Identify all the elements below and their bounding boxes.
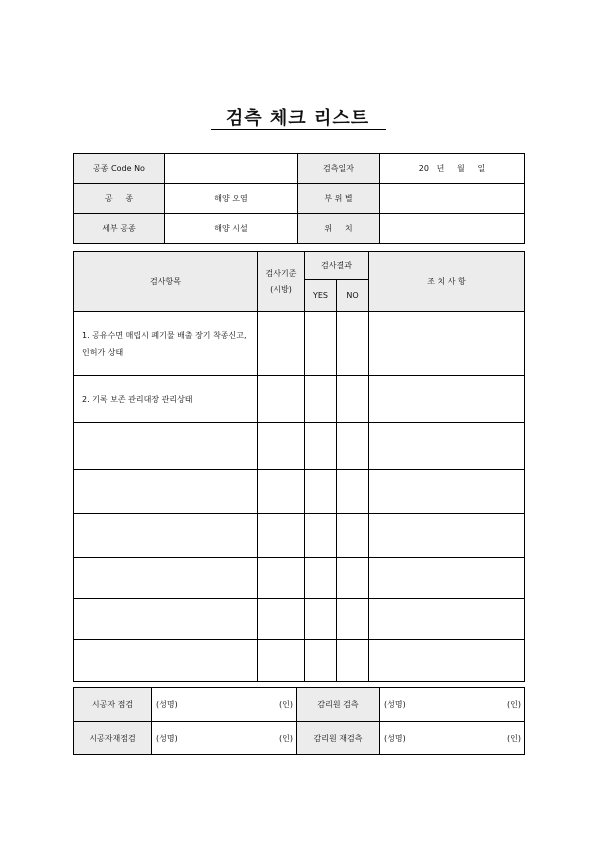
- header-action: 조 치 사 항: [369, 252, 525, 312]
- standard-cell[interactable]: [258, 376, 305, 423]
- table-row: [74, 470, 525, 514]
- no-cell[interactable]: [337, 312, 369, 376]
- no-cell[interactable]: [337, 558, 369, 599]
- standard-cell[interactable]: [258, 312, 305, 376]
- header-standard-label: 검사기준: [265, 268, 297, 278]
- action-cell[interactable]: [369, 514, 525, 558]
- detail-work-value[interactable]: 해양 시설: [165, 214, 298, 244]
- item-cell: [74, 470, 258, 514]
- title-underline: [211, 129, 386, 130]
- seal-mark: (인): [279, 733, 293, 743]
- contractor-recheck-sign[interactable]: [152, 722, 297, 755]
- item-cell: [74, 599, 258, 640]
- no-cell[interactable]: [337, 423, 369, 470]
- name-hint: (성명): [384, 733, 406, 743]
- header-standard-sub: (시방): [270, 284, 292, 294]
- work-type-value[interactable]: 해양 오염: [165, 184, 298, 214]
- yes-cell[interactable]: [305, 312, 337, 376]
- action-cell[interactable]: [369, 312, 525, 376]
- header-no: NO: [337, 280, 369, 312]
- standard-cell[interactable]: [258, 640, 305, 682]
- item-cell: 1. 공유수면 매립시 폐기물 배출 장기 착종신고, 인허가 상태: [74, 312, 258, 376]
- yes-cell[interactable]: [305, 470, 337, 514]
- name-hint: (성명): [384, 700, 406, 709]
- name-hint: (성명): [156, 733, 178, 743]
- work-type-label: 공 종: [74, 184, 165, 214]
- table-row: [74, 312, 525, 376]
- code-label: 공종 Code No: [74, 154, 165, 184]
- table-row: [74, 640, 525, 682]
- location-value[interactable]: [380, 214, 525, 244]
- supervisor-inspection-label: 감리원 검측: [297, 688, 380, 722]
- checklist-table: [73, 251, 525, 682]
- info-table: [73, 153, 525, 244]
- action-cell[interactable]: [369, 640, 525, 682]
- location-label: 위 치: [298, 214, 380, 244]
- contractor-check-label: 시공자 점검: [74, 688, 152, 722]
- seal-mark: (인): [279, 700, 293, 709]
- no-cell[interactable]: [337, 376, 369, 423]
- header-item: 검사항목: [74, 252, 258, 312]
- page-title: 검측 체크 리스트: [225, 108, 370, 129]
- table-row: [74, 423, 525, 470]
- action-cell[interactable]: [369, 423, 525, 470]
- part-label: 부 위 별: [298, 184, 380, 214]
- item-cell: [74, 640, 258, 682]
- action-cell[interactable]: [369, 470, 525, 514]
- action-cell[interactable]: [369, 376, 525, 423]
- table-row: [74, 514, 525, 558]
- yes-cell[interactable]: [305, 376, 337, 423]
- contractor-recheck-label: 시공자재점검: [74, 722, 152, 755]
- contractor-check-sign[interactable]: [152, 688, 297, 722]
- supervisor-inspection-sign[interactable]: [380, 688, 525, 722]
- item-cell: [74, 514, 258, 558]
- table-row: [74, 376, 525, 423]
- standard-cell[interactable]: [258, 514, 305, 558]
- supervisor-reinspection-label: 감리원 재검측: [297, 722, 380, 755]
- supervisor-reinspection-sign[interactable]: [380, 722, 525, 755]
- inspection-date-label: 검측일자: [298, 154, 380, 184]
- yes-cell[interactable]: [305, 423, 337, 470]
- inspection-date-value[interactable]: 20 년 월 일: [380, 154, 525, 184]
- seal-mark: (인): [507, 733, 521, 743]
- header-yes: YES: [305, 280, 337, 312]
- item-cell: [74, 558, 258, 599]
- header-standard: [258, 252, 305, 312]
- code-value[interactable]: [165, 154, 298, 184]
- yes-cell[interactable]: [305, 514, 337, 558]
- no-cell[interactable]: [337, 599, 369, 640]
- signature-table: [73, 687, 525, 755]
- no-cell[interactable]: [337, 514, 369, 558]
- yes-cell[interactable]: [305, 599, 337, 640]
- yes-cell[interactable]: [305, 640, 337, 682]
- table-row: [74, 558, 525, 599]
- item-cell: 2. 기록 보존 관리대장 관리상태: [74, 376, 258, 423]
- table-row: [74, 599, 525, 640]
- standard-cell[interactable]: [258, 423, 305, 470]
- action-cell[interactable]: [369, 599, 525, 640]
- no-cell[interactable]: [337, 640, 369, 682]
- seal-mark: (인): [507, 700, 521, 709]
- standard-cell[interactable]: [258, 558, 305, 599]
- standard-cell[interactable]: [258, 599, 305, 640]
- action-cell[interactable]: [369, 558, 525, 599]
- detail-work-label: 세부 공종: [74, 214, 165, 244]
- no-cell[interactable]: [337, 470, 369, 514]
- part-value[interactable]: [380, 184, 525, 214]
- header-result: 검사결과: [305, 252, 369, 280]
- yes-cell[interactable]: [305, 558, 337, 599]
- standard-cell[interactable]: [258, 470, 305, 514]
- item-cell: [74, 423, 258, 470]
- name-hint: (성명): [156, 700, 178, 709]
